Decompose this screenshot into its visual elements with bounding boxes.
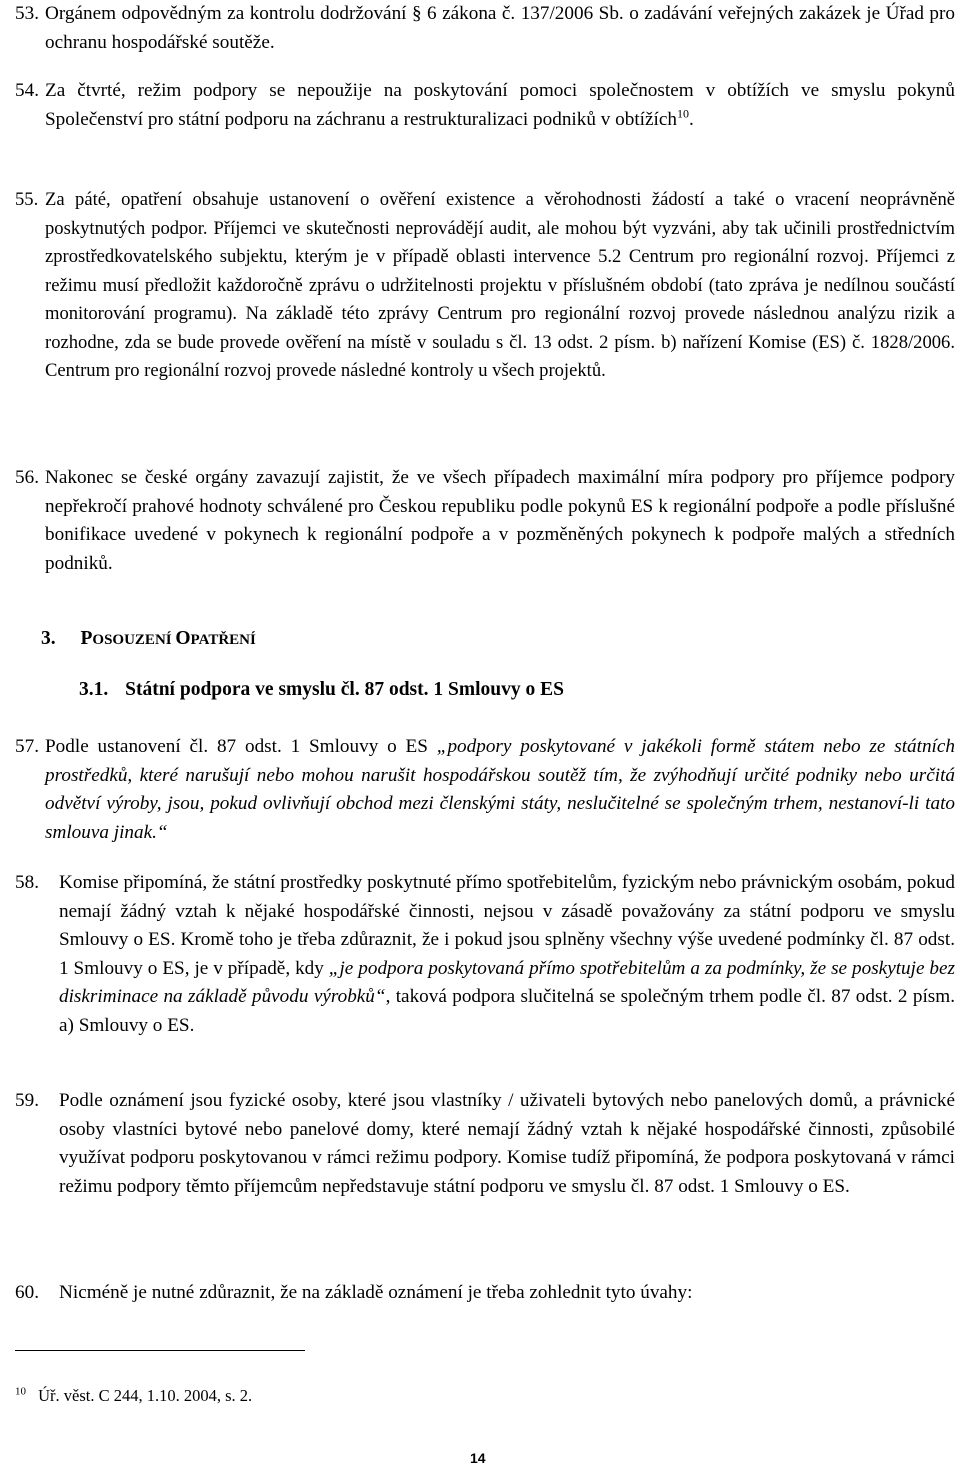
paragraph-58 (15, 869, 955, 1040)
footnote-marker: 10 (15, 1385, 26, 1398)
footnote (15, 1386, 252, 1406)
subsection-number: 3.1. (79, 679, 109, 700)
paragraph-number: 58. (15, 872, 39, 893)
paragraph-number: 56. (15, 467, 39, 488)
paragraph-53 (15, 0, 955, 57)
paragraph-lead: Komise připomíná, že státní prostředky poskytnuté přímo spotřebitelům, fyzickým nebo právnickým osobám, pokud nemají žádný vztah k nějaké hospodářské činnosti, nejsou v zásadě považovány za státní podporu ve smyslu Smlouvy o ES. Kromě toho je třeba zdůraznit, že i pokud jsou splněny všechny výše uvedené podmínky čl. 87 odst. 1 Smlouvy o ES, je v případě, kdy (59, 872, 955, 979)
paragraph-59 (15, 1087, 955, 1201)
paragraph-lead: Podle ustanovení čl. 87 odst. 1 Smlouvy o ES (45, 736, 437, 757)
paragraph-number: 57. (15, 736, 39, 757)
footnote-reference: 10 (676, 106, 689, 121)
paragraph-number: 55. (15, 189, 39, 210)
paragraph-body (59, 869, 955, 1040)
paragraph-54 (15, 77, 955, 134)
paragraph-60 (15, 1279, 955, 1308)
footnote-separator (15, 1350, 305, 1351)
paragraph-text: Orgánem odpovědným za kontrolu dodržování § 6 zákona č. 137/2006 Sb. o zadávání veřejných zakázek je Úřad pro ochranu hospodářské soutěže. (45, 3, 955, 53)
section-number: 3. (41, 628, 56, 649)
paragraph-end: . (688, 108, 694, 130)
subsection-heading (79, 679, 564, 701)
paragraph-56 (15, 464, 955, 578)
paragraph-text: Nicméně je nutné zdůraznit, že na základě oznámení je třeba zohlednit tyto úvahy: (59, 1282, 693, 1303)
paragraph-number: 53. (15, 3, 39, 24)
paragraph-number: 60. (15, 1282, 39, 1303)
paragraph-tail: , taková podpora slučitelná se společným trhem podle čl. 87 odst. 2 písm. a) Smlouvy o ES. (59, 986, 955, 1036)
paragraph-text: Za čtvrté, režim podpory se nepoužije na poskytování pomoci společnostem v obtížích ve smyslu pokynů Společenství pro státní podporu na záchranu a restrukturalizaci podniků v obtížích (45, 80, 955, 130)
paragraph-text: Za páté, opatření obsahuje ustanovení o ověření existence a věrohodnosti žádostí a také o vracení neoprávněně poskytnutých podpor. Příjemci ve skutečnosti neprovádějí audit, ale mohou být vyzváni, aby tak učinili prostřednictvím zprostředkovatelského subjektu, kterým je v případě oblasti intervence 5.2 Centrum pro regionální rozvoj. Příjemci z režimu musí předložit každoročně zprávu o udržitelnosti projektu v příslušném období (tato zpráva je nedílnou součástí monitorování programu). Na základě této zprávy Centrum pro regionální rozvoj provede následnou analýzu rizik a rozhodne, zda se bude provede ověření na místě v souladu s čl. 13 odst. 2 písm. b) nařízení Komise (ES) č. 1828/2006. Centrum pro regionální rozvoj provede následné kontroly u všech projektů. (45, 189, 955, 381)
paragraph-text: Nakonec se české orgány zavazují zajistit, že ve všech případech maximální míra podpory pro příjemce podpory nepřekročí prahové hodnoty schválené pro Českou republiku podle pokynů ES k regionální podpoře a podle příslušné bonifikace uvedené v pokynech k regionální podpoře a v pozměněných pokynech k podpoře malých a středních podniků. (45, 467, 955, 574)
subsection-title: Státní podpora ve smyslu čl. 87 odst. 1 Smlouvy o ES (125, 679, 564, 700)
page-number: 14 (470, 1450, 486, 1466)
paragraph-body (45, 77, 955, 134)
treaty-quote: „podpory poskytované v jakékoli formě státem nebo ze státních prostředků, které narušují nebo mohou narušit hospodářskou soutěž tím, že zvýhodňují určité podniky nebo určitá odvětví výroby, jsou, pokud ovlivňují obchod mezi členskými státy, neslučitelné se společným trhem, nestanoví-li tato smlouva jinak.“ (45, 736, 955, 843)
paragraph-number: 59. (15, 1090, 39, 1111)
paragraph-number: 54. (15, 80, 39, 101)
section-heading (41, 628, 256, 650)
paragraph-55 (15, 186, 955, 386)
paragraph-57 (15, 733, 955, 847)
section-title: POSOUZENÍ OPATŘENÍ (80, 628, 256, 649)
footnote-text: Úř. věst. C 244, 1.10. 2004, s. 2. (38, 1386, 253, 1405)
paragraph-text: Podle oznámení jsou fyzické osoby, které jsou vlastníky / uživateli bytových nebo panelových domů, a právnické osoby vlastníci bytové nebo panelové domy, které nemají žádný vztah k nějaké hospodářské činnosti, způsobilé využívat podporu poskytovanou v rámci režimu podpory. Komise tudíž připomíná, že podpora poskytovaná v rámci režimu podpory těmto příjemcům nepředstavuje státní podporu ve smyslu čl. 87 odst. 1 Smlouvy o ES. (59, 1090, 955, 1197)
treaty-quote: „je podpora poskytovaná přímo spotřebitelům a za podmínky, že se poskytuje bez diskriminace na základě původu výrobků“ (59, 957, 956, 1007)
paragraph-body (45, 733, 955, 847)
